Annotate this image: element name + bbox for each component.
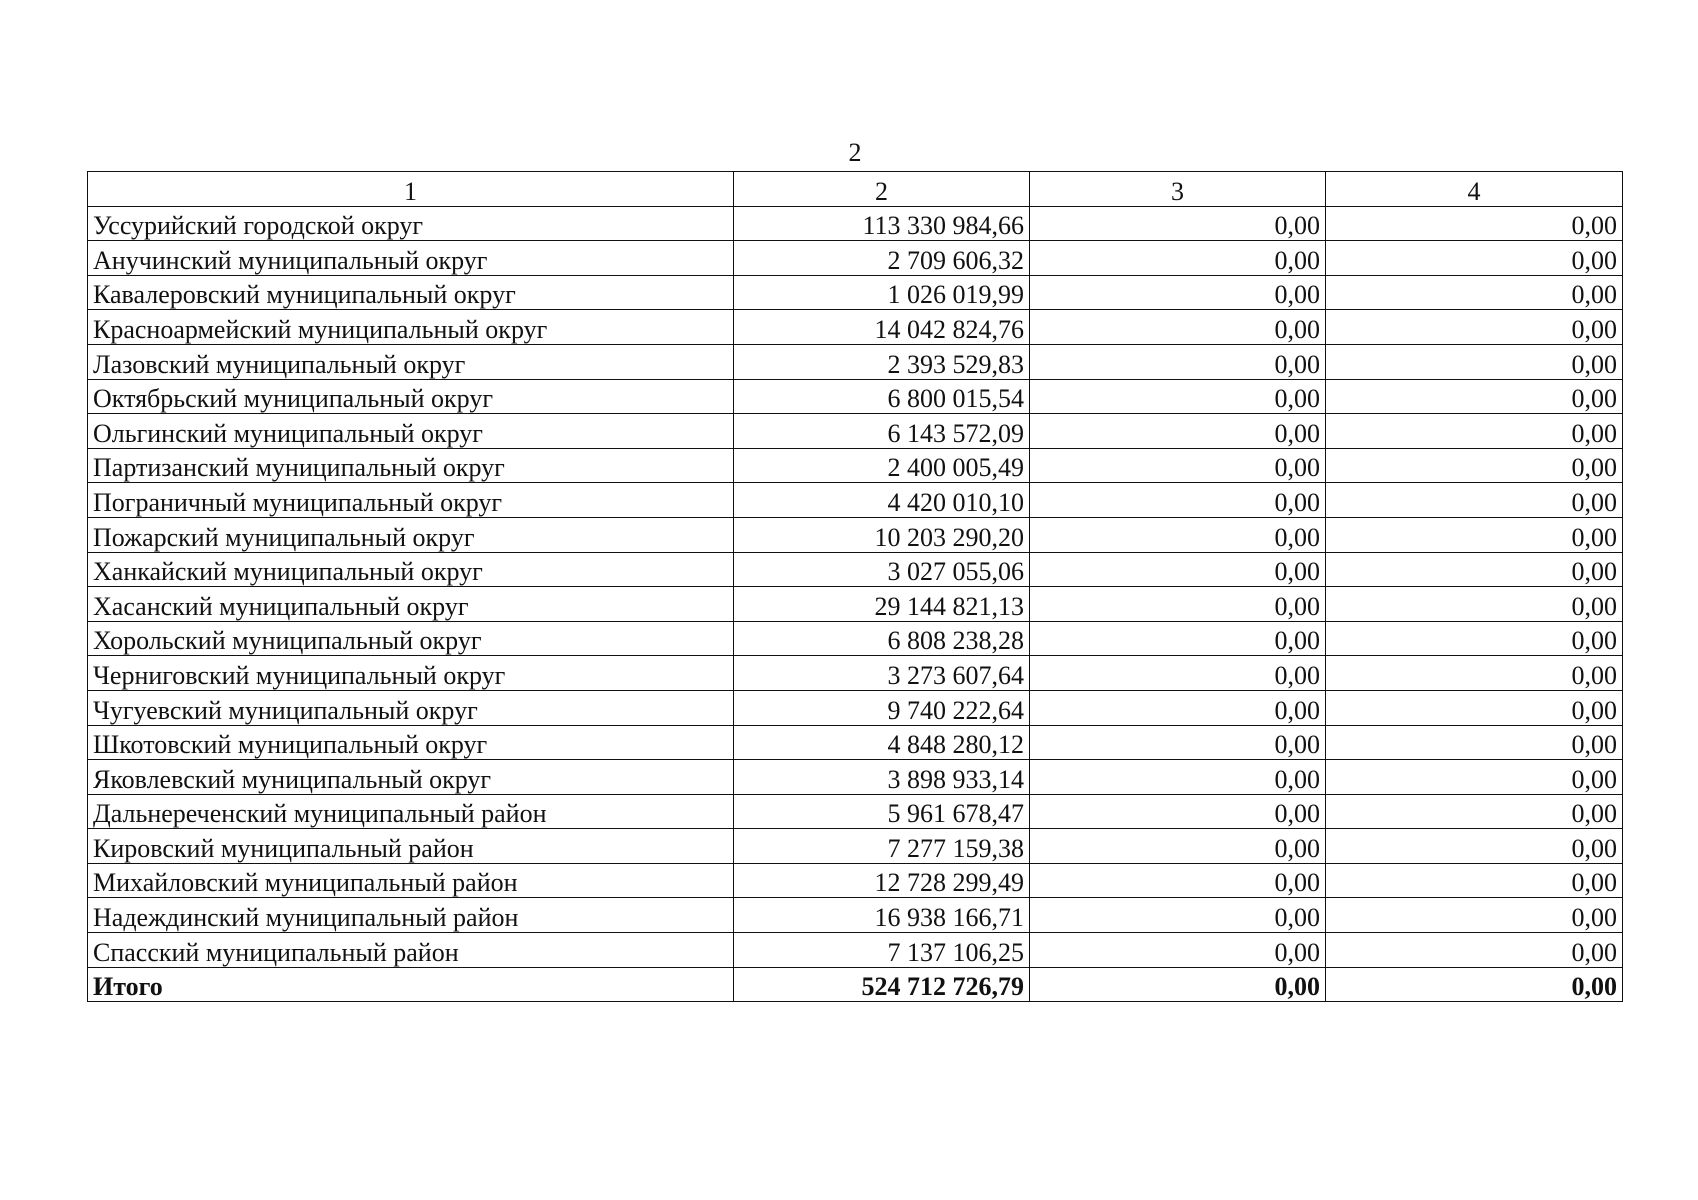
amount-cell-col4: 0,00	[1326, 690, 1623, 725]
municipality-name-cell: Михайловский муниципальный район	[88, 863, 734, 898]
amount-cell-col3: 0,00	[1030, 483, 1326, 518]
municipality-name-cell: Дальнереченский муниципальный район	[88, 794, 734, 829]
amount-cell-col4: 0,00	[1326, 794, 1623, 829]
amount-cell-col3: 0,00	[1030, 794, 1326, 829]
municipality-name-cell: Ольгинский муниципальный округ	[88, 414, 734, 449]
amount-cell-col2: 3 898 933,14	[734, 760, 1030, 795]
amount-cell-col2: 5 961 678,47	[734, 794, 1030, 829]
amount-cell-col2: 113 330 984,66	[734, 206, 1030, 241]
municipality-name-cell: Чугуевский муниципальный округ	[88, 690, 734, 725]
amount-cell-col3: 0,00	[1030, 241, 1326, 276]
page-number: 2	[848, 138, 862, 167]
amount-cell-col3: 0,00	[1030, 621, 1326, 656]
total-amount-col3: 0,00	[1030, 967, 1326, 1002]
amount-cell-col3: 0,00	[1030, 933, 1326, 968]
table-body	[88, 206, 1623, 1002]
amount-cell-col2: 9 740 222,64	[734, 690, 1030, 725]
amount-cell-col2: 2 400 005,49	[734, 448, 1030, 483]
amount-cell-col4: 0,00	[1326, 517, 1623, 552]
table-row	[88, 794, 1623, 829]
amount-cell-col2: 29 144 821,13	[734, 587, 1030, 622]
amount-cell-col4: 0,00	[1326, 310, 1623, 345]
amount-cell-col3: 0,00	[1030, 760, 1326, 795]
amount-cell-col3: 0,00	[1030, 690, 1326, 725]
municipality-name-cell: Кавалеровский муниципальный округ	[88, 275, 734, 310]
amount-cell-col4: 0,00	[1326, 448, 1623, 483]
table-row	[88, 587, 1623, 622]
table-row	[88, 552, 1623, 587]
amount-cell-col3: 0,00	[1030, 275, 1326, 310]
column-header-3: 3	[1030, 172, 1326, 207]
table-row	[88, 863, 1623, 898]
table-row	[88, 725, 1623, 760]
amount-cell-col4: 0,00	[1326, 829, 1623, 864]
amount-cell-col4: 0,00	[1326, 725, 1623, 760]
amount-cell-col2: 4 420 010,10	[734, 483, 1030, 518]
table-row	[88, 933, 1623, 968]
header-row	[88, 172, 1623, 207]
municipality-name-cell: Октябрьский муниципальный округ	[88, 379, 734, 414]
table-row	[88, 414, 1623, 449]
municipality-name-cell: Кировский муниципальный район	[88, 829, 734, 864]
municipality-name-cell: Спасский муниципальный район	[88, 933, 734, 968]
amount-cell-col4: 0,00	[1326, 275, 1623, 310]
table-row	[88, 275, 1623, 310]
column-header-2: 2	[734, 172, 1030, 207]
amount-cell-col3: 0,00	[1030, 379, 1326, 414]
table-row	[88, 690, 1623, 725]
municipality-name-cell: Надеждинский муниципальный район	[88, 898, 734, 933]
amount-cell-col4: 0,00	[1326, 206, 1623, 241]
amount-cell-col3: 0,00	[1030, 898, 1326, 933]
amount-cell-col3: 0,00	[1030, 517, 1326, 552]
amount-cell-col4: 0,00	[1326, 898, 1623, 933]
total-amount-col4: 0,00	[1326, 967, 1623, 1002]
amount-cell-col3: 0,00	[1030, 310, 1326, 345]
municipality-name-cell: Хасанский муниципальный округ	[88, 587, 734, 622]
amount-cell-col4: 0,00	[1326, 241, 1623, 276]
amount-cell-col4: 0,00	[1326, 587, 1623, 622]
amount-cell-col2: 1 026 019,99	[734, 275, 1030, 310]
municipality-name-cell: Хорольский муниципальный округ	[88, 621, 734, 656]
municipality-name-cell: Уссурийский городской округ	[88, 206, 734, 241]
amount-cell-col4: 0,00	[1326, 933, 1623, 968]
table-row	[88, 241, 1623, 276]
amount-cell-col2: 2 393 529,83	[734, 344, 1030, 379]
amount-cell-col2: 4 848 280,12	[734, 725, 1030, 760]
total-row	[88, 967, 1623, 1002]
amount-cell-col2: 2 709 606,32	[734, 241, 1030, 276]
amount-cell-col2: 12 728 299,49	[734, 863, 1030, 898]
table-row	[88, 656, 1623, 691]
amount-cell-col2: 6 800 015,54	[734, 379, 1030, 414]
column-header-4: 4	[1326, 172, 1623, 207]
amount-cell-col4: 0,00	[1326, 552, 1623, 587]
municipality-name-cell: Ханкайский муниципальный округ	[88, 552, 734, 587]
amount-cell-col2: 6 143 572,09	[734, 414, 1030, 449]
table-row	[88, 829, 1623, 864]
table-row	[88, 760, 1623, 795]
municipality-name-cell: Пожарский муниципальный округ	[88, 517, 734, 552]
table-row	[88, 621, 1623, 656]
amount-cell-col3: 0,00	[1030, 552, 1326, 587]
table-row	[88, 344, 1623, 379]
amount-cell-col2: 6 808 238,28	[734, 621, 1030, 656]
amount-cell-col4: 0,00	[1326, 621, 1623, 656]
amount-cell-col3: 0,00	[1030, 448, 1326, 483]
amount-cell-col4: 0,00	[1326, 656, 1623, 691]
total-label-cell: Итого	[88, 967, 734, 1002]
municipality-name-cell: Шкотовский муниципальный округ	[88, 725, 734, 760]
total-amount-col2: 524 712 726,79	[734, 967, 1030, 1002]
amount-cell-col4: 0,00	[1326, 414, 1623, 449]
amount-cell-col3: 0,00	[1030, 725, 1326, 760]
amount-cell-col3: 0,00	[1030, 414, 1326, 449]
amount-cell-col3: 0,00	[1030, 587, 1326, 622]
table-row	[88, 483, 1623, 518]
amount-cell-col2: 7 277 159,38	[734, 829, 1030, 864]
table-row	[88, 379, 1623, 414]
municipality-name-cell: Пограничный муниципальный округ	[88, 483, 734, 518]
amount-cell-col2: 14 042 824,76	[734, 310, 1030, 345]
table-row	[88, 206, 1623, 241]
allocation-table	[87, 171, 1623, 1002]
table-row	[88, 310, 1623, 345]
municipality-name-cell: Анучинский муниципальный округ	[88, 241, 734, 276]
amount-cell-col2: 7 137 106,25	[734, 933, 1030, 968]
amount-cell-col3: 0,00	[1030, 344, 1326, 379]
amount-cell-col3: 0,00	[1030, 206, 1326, 241]
table-row	[88, 517, 1623, 552]
amount-cell-col2: 16 938 166,71	[734, 898, 1030, 933]
municipality-name-cell: Партизанский муниципальный округ	[88, 448, 734, 483]
amount-cell-col2: 3 273 607,64	[734, 656, 1030, 691]
amount-cell-col2: 10 203 290,20	[734, 517, 1030, 552]
municipality-name-cell: Красноармейский муниципальный округ	[88, 310, 734, 345]
amount-cell-col4: 0,00	[1326, 760, 1623, 795]
amount-cell-col2: 3 027 055,06	[734, 552, 1030, 587]
amount-cell-col4: 0,00	[1326, 379, 1623, 414]
amount-cell-col4: 0,00	[1326, 483, 1623, 518]
amount-cell-col3: 0,00	[1030, 656, 1326, 691]
table-row	[88, 898, 1623, 933]
amount-cell-col4: 0,00	[1326, 863, 1623, 898]
municipality-name-cell: Лазовский муниципальный округ	[88, 344, 734, 379]
amount-cell-col3: 0,00	[1030, 863, 1326, 898]
municipality-name-cell: Черниговский муниципальный округ	[88, 656, 734, 691]
amount-cell-col3: 0,00	[1030, 829, 1326, 864]
amount-cell-col4: 0,00	[1326, 344, 1623, 379]
table-row	[88, 448, 1623, 483]
column-header-1: 1	[88, 172, 734, 207]
municipality-name-cell: Яковлевский муниципальный округ	[88, 760, 734, 795]
